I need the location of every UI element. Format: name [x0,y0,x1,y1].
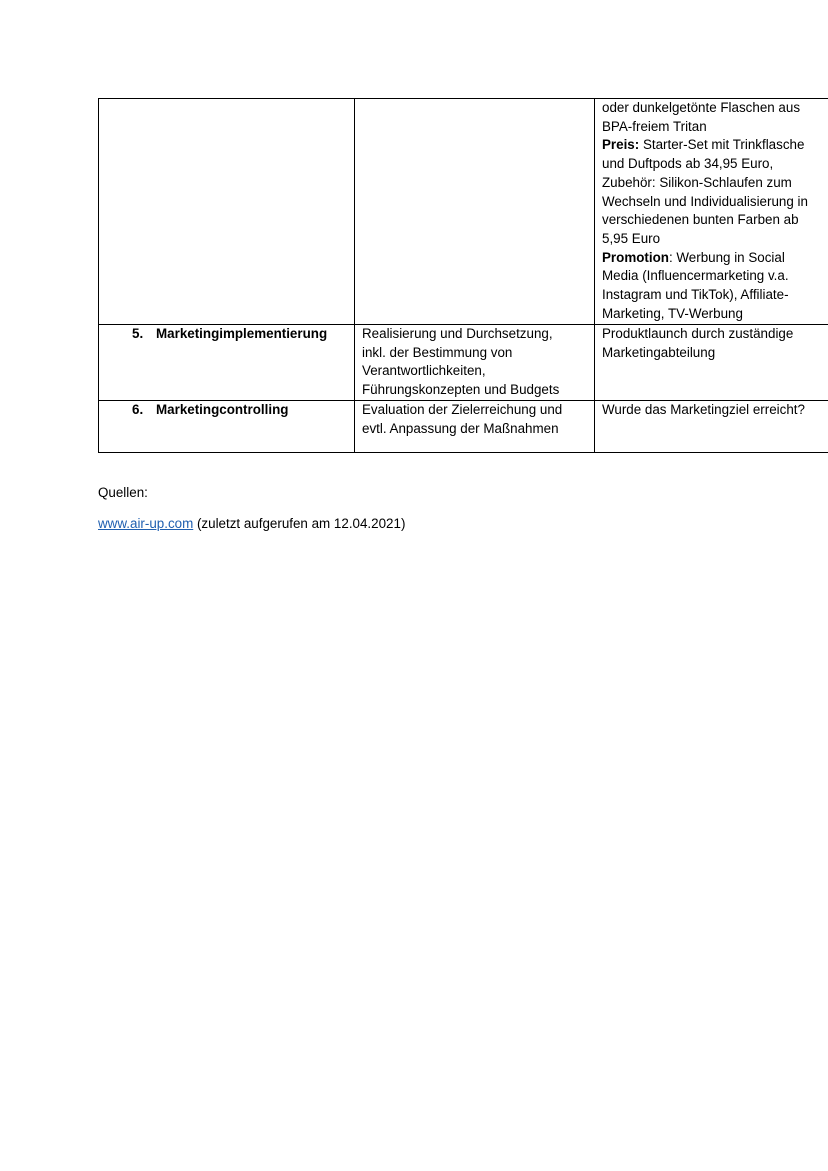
phase-cell [99,401,355,453]
phase-title: Marketingcontrolling [156,402,289,417]
description-text: Verantwortlichkeiten, [362,363,486,379]
source-entry [98,516,405,531]
phase-title: Marketingimplementierung [156,326,328,341]
source-note: (zuletzt aufgerufen am 12.04.2021) [193,516,406,531]
example-text: verschiedenen bunten Farben ab [602,212,799,228]
description-cell [355,325,595,401]
example-text: Zubehör: Silikon-Schlaufen zum [602,174,792,190]
example-text: Marketing, TV-Werbung [602,305,743,321]
price-text: Starter-Set mit Trinkflasche [639,137,805,153]
price-label: Preis: [602,137,640,153]
phase-cell [99,99,355,325]
description-text: Realisierung und Durchsetzung, [362,326,553,341]
description-text: Evaluation der Zielerreichung und [362,402,563,417]
description-cell [355,401,595,453]
source-link[interactable]: www.air-up.com [98,516,194,531]
example-text: Instagram und TikTok), Affiliate- [602,287,789,303]
example-text: Marketingabteilung [602,344,716,360]
phase-number: 5. [132,326,144,341]
example-text: Wurde das Marketingziel erreicht? [602,402,805,417]
example-text: und Duftpods ab 34,95 Euro, [602,156,774,172]
description-text: Führungskonzepten und Budgets [362,382,560,398]
description-text: evtl. Anpassung der Maßnahmen [362,420,559,436]
example-text: oder dunkelgetönte Flaschen aus [602,100,801,115]
marketing-process-table [98,98,828,453]
promotion-line [602,249,828,268]
example-text: BPA-freiem Tritan [602,118,707,134]
table-row [99,401,828,453]
phase-number: 6. [132,402,144,417]
example-text: Wechseln und Individualisierung in [602,193,808,209]
price-line [602,136,828,155]
description-cell [355,99,595,325]
promotion-label: Promotion [602,249,669,265]
example-text: Produktlaunch durch zuständige [602,326,794,341]
example-text: 5,95 Euro [602,230,661,246]
sources-heading: Quellen: [98,485,148,500]
example-cell [595,401,828,453]
phase-cell [99,325,355,401]
example-cell [595,99,828,325]
table-row [99,325,828,401]
promotion-text: : Werbung in Social [668,249,785,265]
table-row [99,99,828,325]
description-text: inkl. der Bestimmung von [362,344,513,360]
example-text: Media (Influencermarketing v.a. [602,268,789,284]
example-cell [595,325,828,401]
